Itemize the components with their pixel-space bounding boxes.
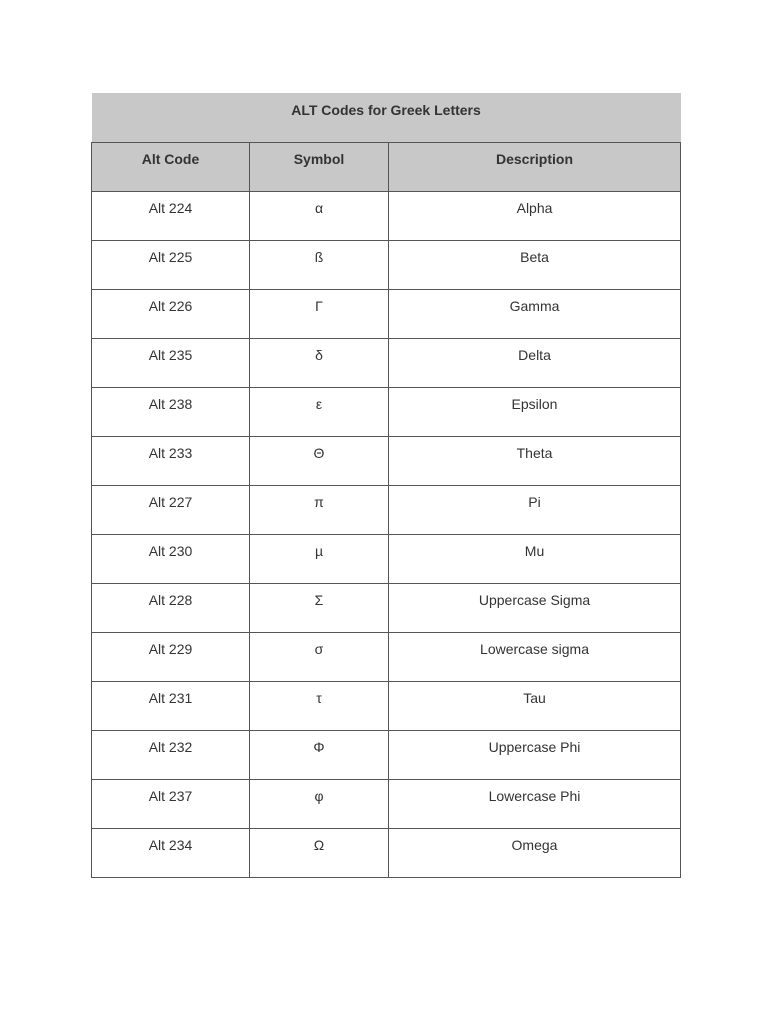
description-cell: Theta (389, 436, 681, 485)
description-cell: Lowercase sigma (389, 632, 681, 681)
column-header-symbol: Symbol (250, 142, 389, 191)
table-title: ALT Codes for Greek Letters (92, 93, 681, 142)
description-cell: Uppercase Sigma (389, 583, 681, 632)
description-cell: Omega (389, 828, 681, 877)
table-row (92, 289, 681, 338)
table-row (92, 632, 681, 681)
alt-code-cell: Alt 238 (92, 387, 250, 436)
symbol-cell: Γ (250, 289, 389, 338)
description-cell: Lowercase Phi (389, 779, 681, 828)
alt-code-cell: Alt 234 (92, 828, 250, 877)
description-cell: Delta (389, 338, 681, 387)
symbol-cell: Θ (250, 436, 389, 485)
title-row (92, 93, 681, 142)
alt-codes-table (91, 93, 681, 878)
table-body (92, 191, 681, 877)
symbol-cell: τ (250, 681, 389, 730)
symbol-cell: ε (250, 387, 389, 436)
description-cell: Pi (389, 485, 681, 534)
description-cell: Mu (389, 534, 681, 583)
alt-code-cell: Alt 232 (92, 730, 250, 779)
alt-code-cell: Alt 226 (92, 289, 250, 338)
table-row (92, 387, 681, 436)
symbol-cell: σ (250, 632, 389, 681)
alt-code-cell: Alt 233 (92, 436, 250, 485)
alt-code-cell: Alt 227 (92, 485, 250, 534)
symbol-cell: π (250, 485, 389, 534)
alt-code-cell: Alt 225 (92, 240, 250, 289)
table-row (92, 681, 681, 730)
alt-code-cell: Alt 237 (92, 779, 250, 828)
alt-code-cell: Alt 230 (92, 534, 250, 583)
symbol-cell: Ω (250, 828, 389, 877)
alt-code-cell: Alt 235 (92, 338, 250, 387)
alt-code-cell: Alt 224 (92, 191, 250, 240)
alt-code-cell: Alt 228 (92, 583, 250, 632)
column-header-description: Description (389, 142, 681, 191)
alt-code-cell: Alt 231 (92, 681, 250, 730)
header-row (92, 142, 681, 191)
table-row (92, 730, 681, 779)
table-row (92, 240, 681, 289)
column-header-alt-code: Alt Code (92, 142, 250, 191)
table-row (92, 191, 681, 240)
symbol-cell: φ (250, 779, 389, 828)
description-cell: Uppercase Phi (389, 730, 681, 779)
description-cell: Beta (389, 240, 681, 289)
symbol-cell: µ (250, 534, 389, 583)
table-row (92, 485, 681, 534)
table-row (92, 534, 681, 583)
table-row (92, 828, 681, 877)
alt-code-cell: Alt 229 (92, 632, 250, 681)
table-row (92, 338, 681, 387)
symbol-cell: Φ (250, 730, 389, 779)
table-row (92, 583, 681, 632)
description-cell: Gamma (389, 289, 681, 338)
symbol-cell: α (250, 191, 389, 240)
description-cell: Tau (389, 681, 681, 730)
table-row (92, 436, 681, 485)
description-cell: Alpha (389, 191, 681, 240)
symbol-cell: δ (250, 338, 389, 387)
symbol-cell: Σ (250, 583, 389, 632)
table-row (92, 779, 681, 828)
symbol-cell: ß (250, 240, 389, 289)
description-cell: Epsilon (389, 387, 681, 436)
